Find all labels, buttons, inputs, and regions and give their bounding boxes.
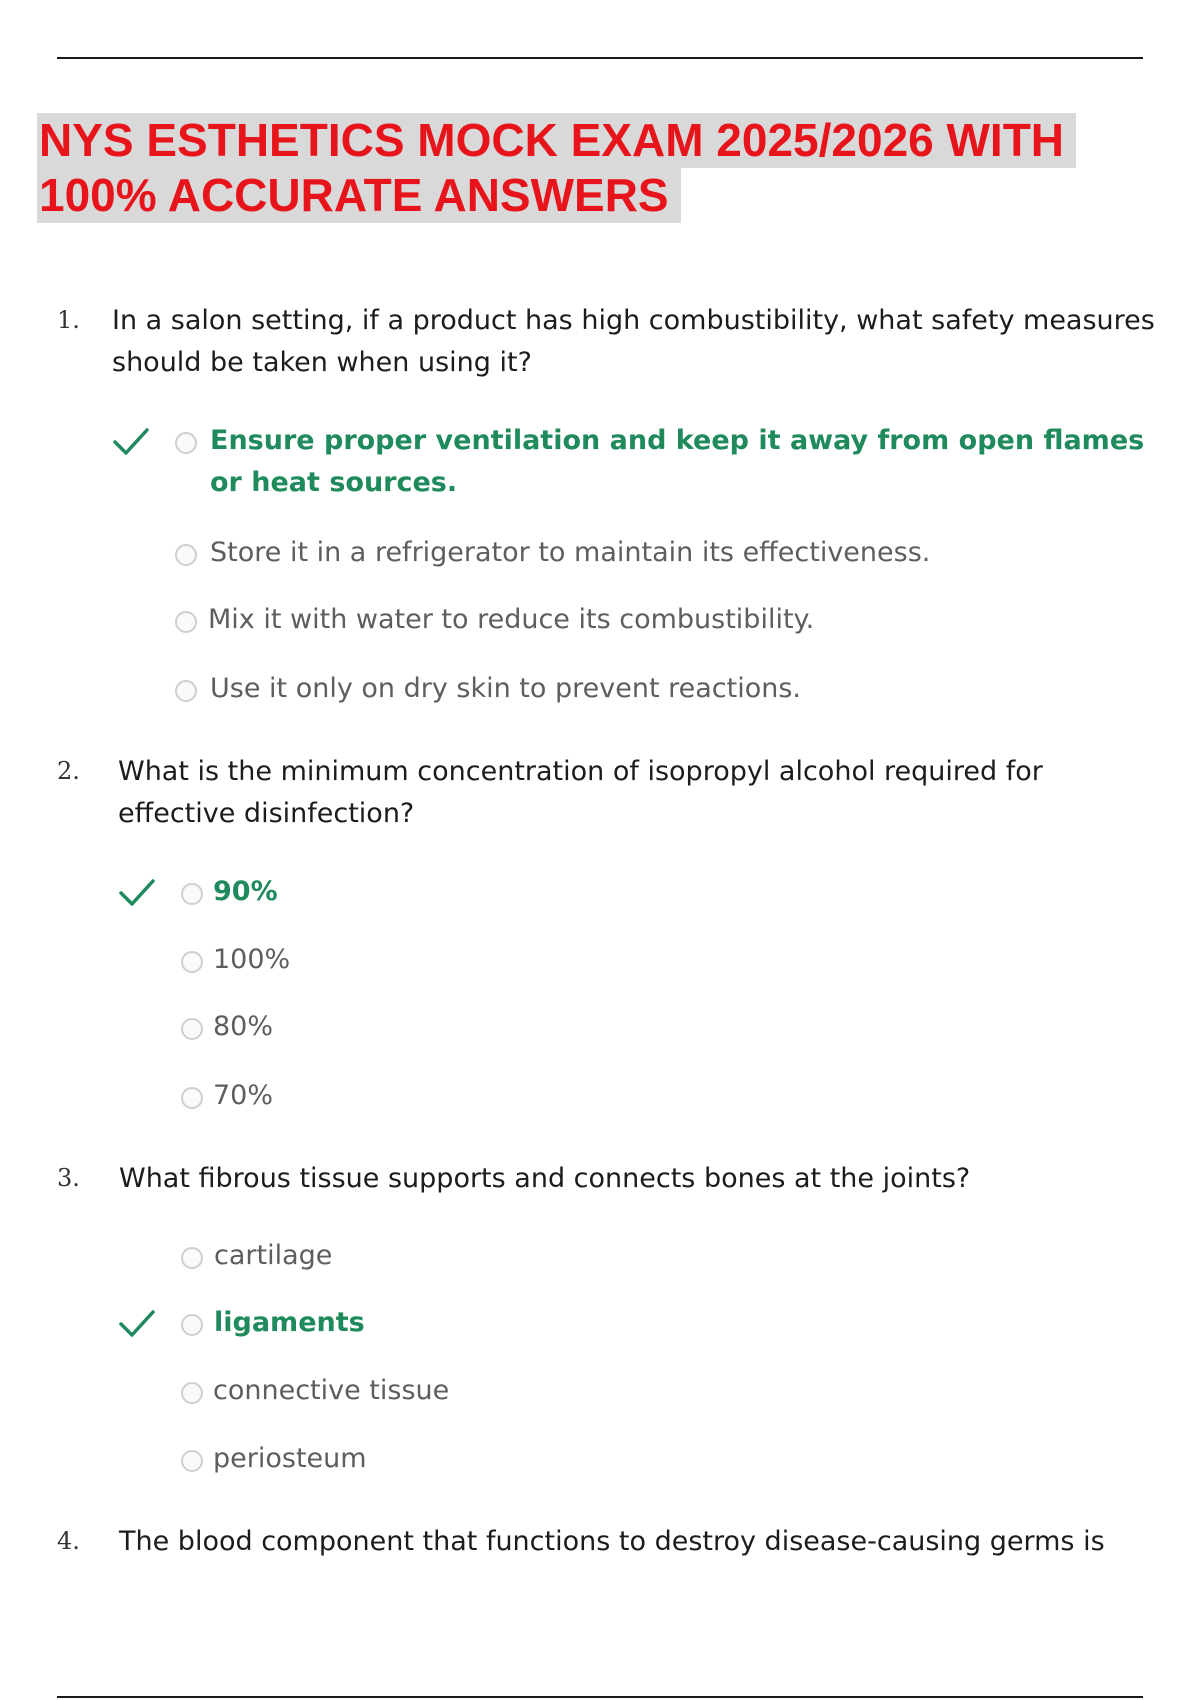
- radio-circle-icon[interactable]: [181, 1087, 203, 1109]
- answer-option-label: 90%: [213, 876, 278, 907]
- question-text: In a salon setting, if a product has high combustibility, what safety measures should be taken when using it?: [112, 305, 1155, 378]
- answer-option-label: Store it in a refrigerator to maintain its effectiveness.: [210, 537, 931, 568]
- title-line-1: NYS ESTHETICS MOCK EXAM 2025/2026 WITH: [37, 113, 1076, 168]
- radio-circle-icon[interactable]: [175, 611, 197, 633]
- answer-option-label: cartilage: [214, 1240, 333, 1271]
- check-icon: [112, 426, 150, 458]
- answer-option[interactable]: [0, 424, 1200, 508]
- answer-option[interactable]: [0, 1442, 1200, 1482]
- answer-option-label: connective tissue: [213, 1375, 450, 1406]
- check-icon: [118, 1308, 156, 1340]
- page-title: [37, 113, 1076, 223]
- answer-option-label: 70%: [213, 1080, 274, 1111]
- answer-option-label: Use it only on dry skin to prevent reactions.: [210, 673, 801, 704]
- check-icon: [118, 877, 156, 909]
- answer-option[interactable]: [0, 1306, 1200, 1346]
- radio-circle-icon[interactable]: [181, 1018, 203, 1040]
- answer-option-label: ligaments: [214, 1307, 365, 1338]
- top-rule: [57, 57, 1143, 59]
- answer-option[interactable]: [0, 1010, 1200, 1050]
- answer-option[interactable]: [0, 1079, 1200, 1119]
- question-number: 3.: [57, 1164, 80, 1192]
- question-number: 2.: [57, 757, 80, 785]
- answer-option-label: 80%: [213, 1011, 274, 1042]
- answer-option[interactable]: [0, 672, 1200, 712]
- answer-option-label: Ensure proper ventilation and keep it away from open flames or heat sources.: [210, 425, 1145, 498]
- radio-circle-icon[interactable]: [175, 680, 197, 702]
- answer-option[interactable]: [0, 603, 1200, 643]
- answer-option-label: 100%: [213, 944, 291, 975]
- answer-option[interactable]: [0, 943, 1200, 983]
- radio-circle-icon[interactable]: [175, 544, 197, 566]
- answer-option[interactable]: [0, 536, 1200, 576]
- radio-circle-icon[interactable]: [181, 1247, 203, 1269]
- question-text: What is the minimum concentration of isopropyl alcohol required for effective disinfection?: [118, 756, 1043, 829]
- radio-circle-icon[interactable]: [181, 883, 203, 905]
- question-number: 1.: [57, 306, 80, 334]
- answer-option-label: Mix it with water to reduce its combustibility.: [208, 604, 815, 635]
- radio-circle-icon[interactable]: [181, 1314, 203, 1336]
- answer-option-label: periosteum: [213, 1443, 367, 1474]
- radio-circle-icon[interactable]: [175, 432, 197, 454]
- radio-circle-icon[interactable]: [181, 1382, 203, 1404]
- answer-option[interactable]: [0, 1239, 1200, 1279]
- title-line-2: 100% ACCURATE ANSWERS: [37, 168, 681, 223]
- question-text: What fibrous tissue supports and connects bones at the joints?: [119, 1163, 971, 1194]
- question-number: 4.: [57, 1527, 80, 1555]
- radio-circle-icon[interactable]: [181, 951, 203, 973]
- answer-option[interactable]: [0, 875, 1200, 915]
- radio-circle-icon[interactable]: [181, 1450, 203, 1472]
- bottom-rule: [57, 1696, 1143, 1698]
- question-text: The blood component that functions to destroy disease-causing germs is: [119, 1526, 1105, 1557]
- answer-option[interactable]: [0, 1374, 1200, 1414]
